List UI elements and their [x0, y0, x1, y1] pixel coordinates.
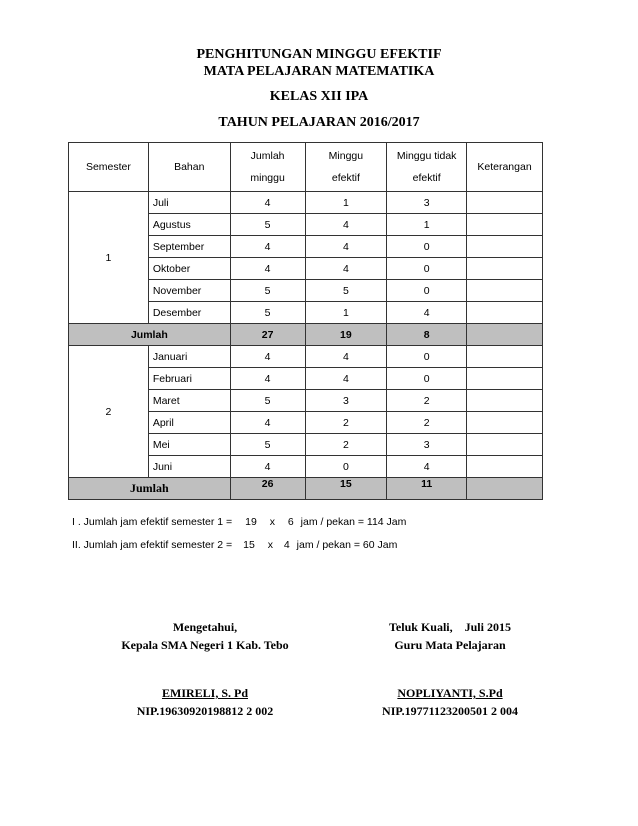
total-label: Jumlah — [69, 324, 231, 346]
jumlah-cell: 4 — [230, 368, 305, 390]
month-cell: Februari — [148, 368, 230, 390]
signature-left-block — [95, 684, 315, 720]
note-weeks: 15 — [243, 539, 255, 551]
tidak-efektif-cell: 0 — [387, 236, 467, 258]
month-cell: Oktober — [148, 258, 230, 280]
tidak-efektif-cell: 1 — [387, 214, 467, 236]
header-semester: Semester — [69, 143, 149, 192]
efektif-cell: 4 — [305, 368, 387, 390]
jumlah-cell: 4 — [230, 192, 305, 214]
note-label: II. Jumlah jam efektif semester 2 = — [72, 539, 233, 551]
keterangan-cell — [467, 192, 543, 214]
tidak-efektif-cell: 4 — [387, 302, 467, 324]
efektif-cell: 4 — [305, 258, 387, 280]
keterangan-cell — [467, 236, 543, 258]
note-unit: jam / pekan = 60 Jam — [296, 539, 398, 551]
keterangan-cell — [467, 258, 543, 280]
keterangan-cell — [467, 280, 543, 302]
efektif-cell: 0 — [305, 456, 387, 478]
keterangan-cell — [467, 390, 543, 412]
total-keterangan — [467, 478, 543, 500]
efektif-cell: 1 — [305, 192, 387, 214]
table-row — [69, 346, 543, 368]
semester-1-total-row — [69, 324, 543, 346]
sig-left-line2: Kepala SMA Negeri 1 Kab. Tebo — [121, 638, 289, 652]
total-jumlah: 27 — [230, 324, 305, 346]
title-line-2: MATA PELAJARAN MATEMATIKA — [203, 64, 435, 79]
total-label: Jumlah — [69, 478, 231, 500]
jumlah-cell: 4 — [230, 346, 305, 368]
note-hours: 6 — [287, 516, 294, 528]
class-title: KELAS XII IPA — [269, 89, 369, 104]
total-jumlah: 26 — [230, 478, 305, 500]
sig-right-line2: Guru Mata Pelajaran — [394, 638, 506, 652]
document-title — [0, 46, 638, 80]
semester-2-total-row — [69, 478, 543, 500]
tidak-efektif-cell: 0 — [387, 346, 467, 368]
keterangan-cell — [467, 214, 543, 236]
semester-label: 1 — [69, 192, 149, 324]
efektif-cell: 4 — [305, 236, 387, 258]
efektif-cell: 4 — [305, 214, 387, 236]
total-efektif: 19 — [305, 324, 387, 346]
year-title: TAHUN PELAJARAN 2016/2017 — [218, 115, 420, 130]
efektif-cell: 5 — [305, 280, 387, 302]
jumlah-cell: 5 — [230, 302, 305, 324]
note-hours: 4 — [283, 539, 290, 551]
note-semester-1 — [72, 516, 406, 528]
month-cell: November — [148, 280, 230, 302]
tidak-efektif-cell: 3 — [387, 434, 467, 456]
header-keterangan: Keterangan — [467, 143, 543, 192]
keterangan-cell — [467, 412, 543, 434]
header-jumlah: Jumlah minggu — [230, 143, 305, 192]
sig-left-line1: Mengetahui, — [172, 620, 238, 634]
header-efektif: Minggu efektif — [305, 143, 387, 192]
month-cell: Maret — [148, 390, 230, 412]
efektif-cell: 3 — [305, 390, 387, 412]
month-cell: Juni — [148, 456, 230, 478]
jumlah-cell: 5 — [230, 214, 305, 236]
keterangan-cell — [467, 346, 543, 368]
sig-right-line1: Teluk Kuali, Juli 2015 — [389, 620, 511, 634]
tidak-efektif-cell: 3 — [387, 192, 467, 214]
sig-left-name: EMIRELI, S. Pd — [161, 686, 249, 700]
month-cell: Desember — [148, 302, 230, 324]
jumlah-cell: 5 — [230, 390, 305, 412]
efektif-cell: 4 — [305, 346, 387, 368]
signature-right-block — [345, 684, 555, 720]
effective-weeks-table — [68, 142, 543, 500]
efektif-cell: 1 — [305, 302, 387, 324]
tidak-efektif-cell: 2 — [387, 390, 467, 412]
total-tidak: 11 — [387, 478, 467, 500]
note-unit: jam / pekan = 114 Jam — [300, 516, 407, 528]
total-keterangan — [467, 324, 543, 346]
tidak-efektif-cell: 0 — [387, 258, 467, 280]
table-header-row — [69, 143, 543, 192]
month-cell: Juli — [148, 192, 230, 214]
sig-left-nip: NIP.19630920198812 2 002 — [136, 704, 274, 718]
keterangan-cell — [467, 302, 543, 324]
note-semester-2 — [72, 539, 397, 551]
note-x: x — [267, 539, 273, 551]
tidak-efektif-cell: 4 — [387, 456, 467, 478]
keterangan-cell — [467, 434, 543, 456]
month-cell: Januari — [148, 346, 230, 368]
jumlah-cell: 4 — [230, 412, 305, 434]
total-efektif: 15 — [305, 478, 387, 500]
title-line-1: PENGHITUNGAN MINGGU EFEKTIF — [196, 47, 442, 62]
signature-right-heading — [345, 618, 555, 654]
signature-left-heading — [95, 618, 315, 654]
jumlah-cell: 4 — [230, 456, 305, 478]
note-x: x — [269, 516, 275, 528]
month-cell: April — [148, 412, 230, 434]
note-weeks: 19 — [245, 516, 257, 528]
semester-label: 2 — [69, 346, 149, 478]
efektif-cell: 2 — [305, 434, 387, 456]
sig-right-nip: NIP.19771123200501 2 004 — [382, 704, 518, 718]
header-bahan: Bahan — [148, 143, 230, 192]
table-row — [69, 192, 543, 214]
sig-right-name: NOPLIYANTI, S.Pd — [397, 686, 503, 700]
jumlah-cell: 4 — [230, 258, 305, 280]
header-tidak-efektif: Minggu tidak efektif — [387, 143, 467, 192]
tidak-efektif-cell: 0 — [387, 280, 467, 302]
note-label: I . Jumlah jam efektif semester 1 = — [72, 516, 233, 528]
keterangan-cell — [467, 456, 543, 478]
jumlah-cell: 4 — [230, 236, 305, 258]
jumlah-cell: 5 — [230, 280, 305, 302]
tidak-efektif-cell: 0 — [387, 368, 467, 390]
month-cell: Agustus — [148, 214, 230, 236]
month-cell: Mei — [148, 434, 230, 456]
efektif-cell: 2 — [305, 412, 387, 434]
jumlah-cell: 5 — [230, 434, 305, 456]
total-tidak: 8 — [387, 324, 467, 346]
month-cell: September — [148, 236, 230, 258]
tidak-efektif-cell: 2 — [387, 412, 467, 434]
keterangan-cell — [467, 368, 543, 390]
